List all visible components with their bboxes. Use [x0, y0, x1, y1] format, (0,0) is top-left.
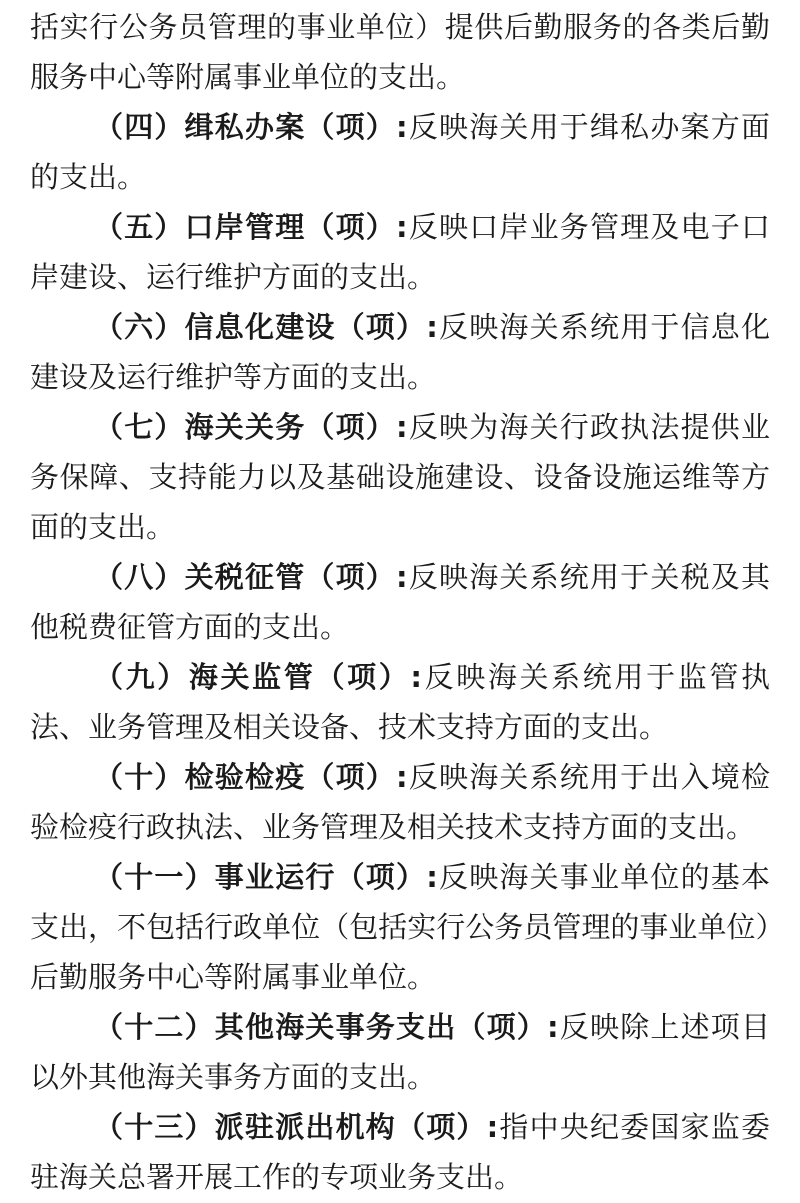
- paragraph-text: 反映为海关行政执法提供业务保障、支持能力以及基础设施建设、设备设施运维等方面的支出。: [30, 410, 770, 544]
- paragraph-text: 反映海关事业单位的基本支出，不包括行政单位（包括实行公务员管理的事业单位）后勤服务中心等附属事业单位。: [30, 860, 770, 994]
- paragraph-label: （七）海关关务（项）:: [94, 410, 408, 444]
- paragraph-text: 指中央纪委国家监委驻海关总署开展工作的专项业务支出。: [30, 1110, 770, 1194]
- paragraph-label: （九）海关监管（项）:: [94, 660, 422, 694]
- paragraph-text: 反映海关系统用于信息化建设及运行维护等方面的支出。: [30, 310, 770, 394]
- paragraph-text: 反映除上述项目以外其他海关事务方面的支出。: [30, 1010, 770, 1094]
- paragraph-item-5: [30, 202, 770, 302]
- paragraph-text: 括实行公务员管理的事业单位）提供后勤服务的各类后勤服务中心等附属事业单位的支出。: [30, 10, 770, 94]
- paragraph-label: （十）检验检疫（项）:: [94, 760, 408, 794]
- paragraph-item-10: [30, 752, 770, 852]
- paragraph-item-11: [30, 852, 770, 1002]
- paragraph-text: 反映海关系统用于关税及其他税费征管方面的支出。: [30, 560, 770, 644]
- paragraph-label: （八）关税征管（项）:: [94, 560, 408, 594]
- paragraph-item-9: [30, 652, 770, 752]
- paragraph-label: （五）口岸管理（项）:: [94, 210, 408, 244]
- paragraph-continuation: [30, 2, 770, 102]
- paragraph-label: （四）缉私办案（项）:: [94, 110, 408, 144]
- paragraph-label: （十二）其他海关事务支出（项）:: [94, 1010, 559, 1044]
- paragraph-item-12: [30, 1002, 770, 1102]
- paragraph-text: 反映海关系统用于监管执法、业务管理及相关设备、技术支持方面的支出。: [30, 660, 770, 744]
- paragraph-text: 反映口岸业务管理及电子口岸建设、运行维护方面的支出。: [30, 210, 770, 294]
- paragraph-text: 反映海关用于缉私办案方面的支出。: [30, 110, 770, 194]
- paragraph-item-7: [30, 402, 770, 552]
- paragraph-label: （六）信息化建设（项）:: [94, 310, 438, 344]
- paragraph-item-6: [30, 302, 770, 402]
- paragraph-label: （十一）事业运行（项）:: [94, 860, 438, 894]
- paragraph-label: （十三）派驻派出机构（项）:: [94, 1110, 499, 1144]
- paragraph-item-13: [30, 1102, 770, 1202]
- paragraph-item-8: [30, 552, 770, 652]
- paragraph-text: 反映海关系统用于出入境检验检疫行政执法、业务管理及相关技术支持方面的支出。: [30, 760, 770, 844]
- paragraph-item-4: [30, 102, 770, 202]
